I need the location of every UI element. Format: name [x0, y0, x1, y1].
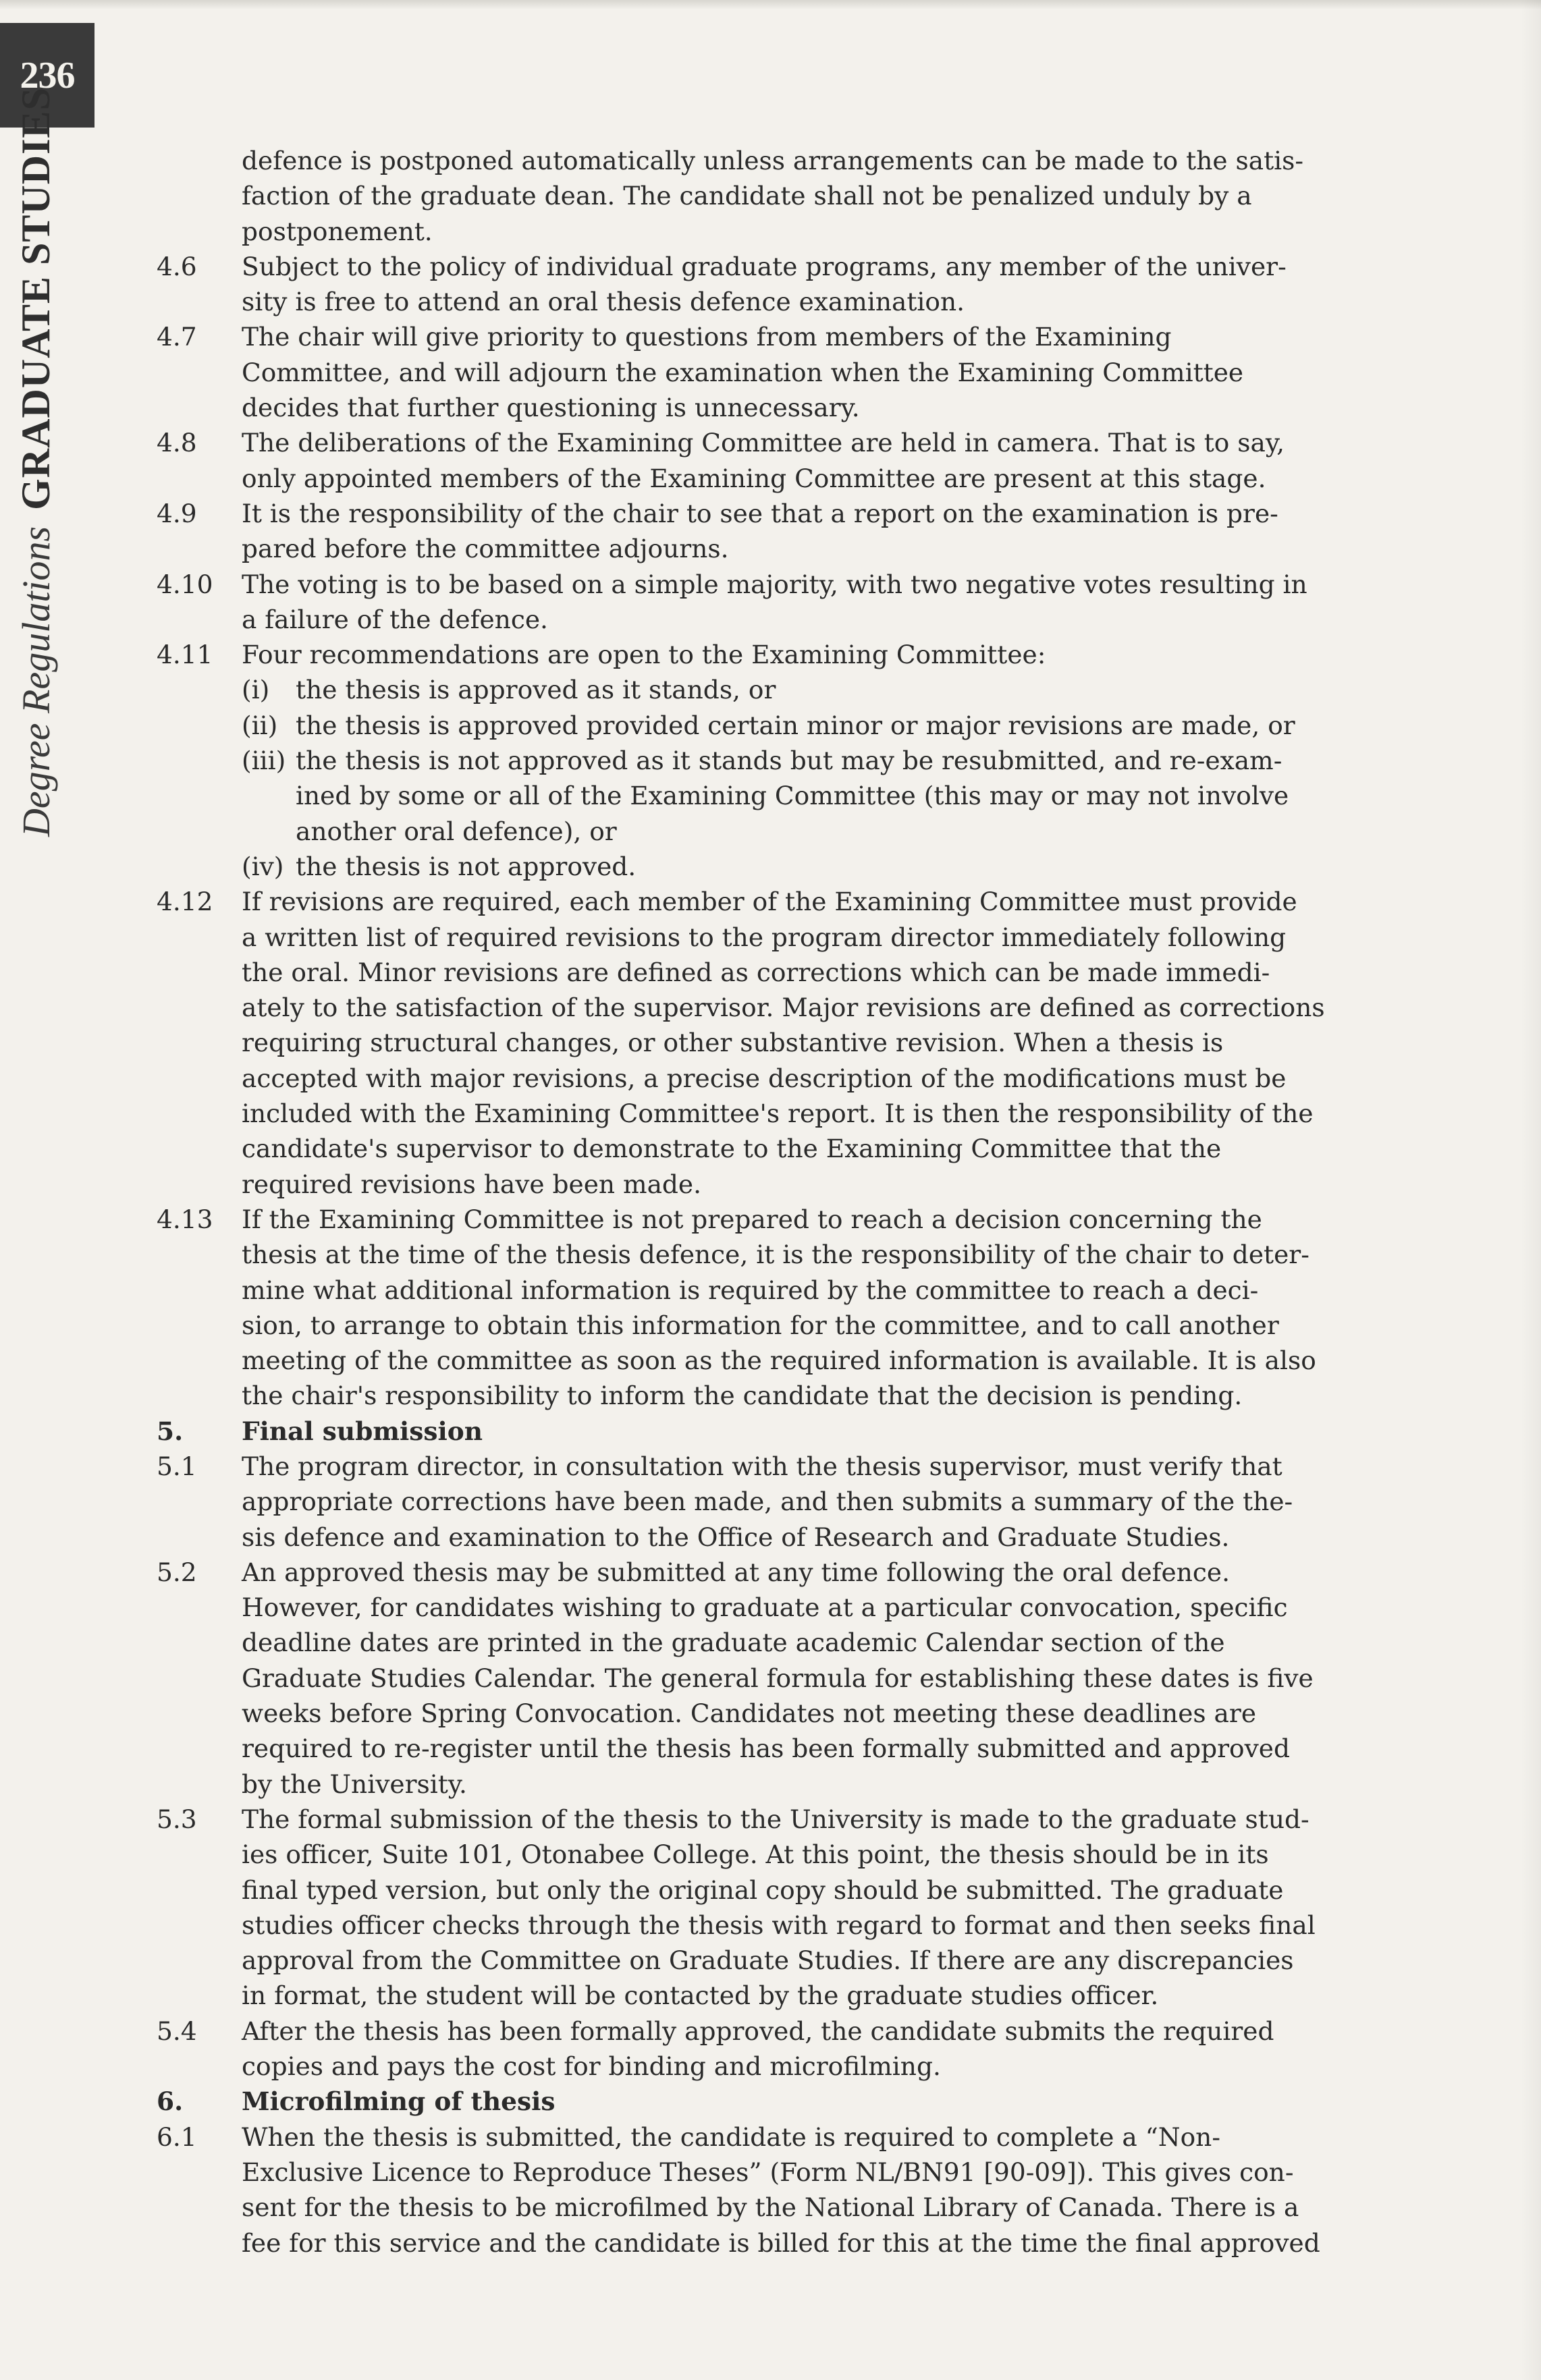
text-line: approval from the Committee on Graduate Studies. If there are any discrepancies [242, 1945, 1294, 1976]
text-line: The chair will give priority to questions from members of the Examining [242, 322, 1172, 352]
text-line: a failure of the defence. [242, 604, 548, 634]
text-line: If the Examining Committee is not prepared to reach a decision concerning the [242, 1204, 1262, 1234]
item-number: 5. [157, 1416, 184, 1446]
text-line: fee for this service and the candidate is billed for this at the time the final approved [242, 2227, 1320, 2258]
item-text [242, 884, 1365, 1202]
text-line: mine what additional information is required by the committee to reach a deci- [242, 1275, 1259, 1305]
item-text [242, 1449, 1365, 1555]
text-line: If revisions are required, each member of the Examining Committee must provide [242, 887, 1297, 917]
text-line: the thesis is not approved as it stands but may be resubmitted, and re-exam- [296, 746, 1282, 776]
text-line: copies and pays the cost for binding and microfilming. [242, 2051, 941, 2082]
text-line: meeting of the committee as soon as the required information is available. It is also [242, 1346, 1316, 1376]
text-line: The program director, in consultation with the thesis supervisor, must verify that [242, 1451, 1282, 1481]
item-number: 5.4 [157, 2016, 197, 2046]
text-line: Exclusive Licence to Reproduce Theses” (Form NL/BN91 [90-09]). This gives con- [242, 2157, 1294, 2187]
document-body [157, 143, 1365, 2261]
text-line: required to re-register until the thesis has been formally submitted and approved [242, 1734, 1290, 1764]
text-line: sis defence and examination to the Office of Research and Graduate Studies. [242, 1522, 1230, 1552]
regulation-item [157, 1802, 1365, 2014]
sub-item-number: (iii) [242, 746, 286, 776]
item-text [242, 567, 1365, 638]
text-line: candidate's supervisor to demonstrate to the Examining Committee that the [242, 1134, 1222, 1164]
regulation-item [157, 1202, 1365, 1414]
sub-item-text [296, 743, 1365, 849]
heading-text [242, 2084, 1365, 2119]
text-line: the thesis is approved as it stands, or [296, 675, 776, 705]
regulation-item [157, 496, 1365, 567]
running-side-header [5, 87, 66, 837]
regulation-item [157, 319, 1365, 425]
text-line: the thesis is approved provided certain minor or major revisions are made, or [296, 710, 1295, 740]
sub-item [242, 672, 1365, 707]
text-line: The voting is to be based on a simple majority, with two negative votes resulting in [242, 569, 1307, 599]
text-line: ately to the satisfaction of the supervisor. Major revisions are defined as corrections [242, 993, 1325, 1023]
text-line: weeks before Spring Convocation. Candidates not meeting these deadlines are [242, 1698, 1257, 1729]
item-text [242, 143, 1365, 249]
item-number: 4.11 [157, 640, 213, 670]
intro-paragraph [157, 143, 1365, 249]
text-line: the chair's responsibility to inform the candidate that the decision is pending. [242, 1381, 1243, 1411]
item-number: 5.2 [157, 1557, 197, 1587]
text-line: by the University. [242, 1769, 467, 1799]
item-number: 4.13 [157, 1204, 213, 1234]
text-line: sent for the thesis to be microfilmed by the National Library of Canada. There is a [242, 2192, 1299, 2223]
regulation-item [157, 425, 1365, 496]
scan-top-edge [0, 0, 1541, 9]
item-number [157, 143, 242, 249]
text-line: Subject to the policy of individual graduate programs, any member of the univer- [242, 251, 1287, 281]
regulation-item [157, 884, 1365, 1202]
text-line: studies officer checks through the thesis with regard to format and then seeks final [242, 1910, 1316, 1940]
item-number: 4.6 [157, 251, 197, 281]
item-text [242, 496, 1365, 567]
text-line: deadline dates are printed in the graduate academic Calendar section of the [242, 1628, 1225, 1658]
regulation-item [157, 1555, 1365, 1802]
item-number: 5.1 [157, 1451, 197, 1481]
sub-item-number: (ii) [242, 710, 278, 740]
text-line: decides that further questioning is unnecessary. [242, 393, 860, 423]
scan-right-edge [1521, 0, 1541, 2380]
item-number: 4.8 [157, 428, 197, 458]
sub-item [242, 743, 1365, 849]
text-line: Final submission [242, 1416, 483, 1446]
text-line: Four recommendations are open to the Examining Committee: [242, 640, 1046, 670]
text-line: defence is postponed automatically unless arrangements can be made to the satis- [242, 146, 1304, 175]
item-number: 4.12 [157, 887, 213, 917]
regulation-item [157, 637, 1365, 884]
regulation-item [157, 249, 1365, 320]
text-line: final typed version, but only the original copy should be submitted. The graduate [242, 1875, 1284, 1905]
text-line: the thesis is not approved. [296, 851, 637, 881]
text-line: faction of the graduate dean. The candidate shall not be penalized unduly by a [242, 181, 1252, 211]
text-line: Microfilming of thesis [242, 2086, 556, 2117]
regulation-item [157, 2120, 1365, 2261]
text-line: a written list of required revisions to the program director immediately following [242, 922, 1287, 952]
text-line: requiring structural changes, or other substantive revision. When a thesis is [242, 1028, 1224, 1058]
sub-item [242, 708, 1365, 743]
text-line: pared before the committee adjourns. [242, 534, 729, 564]
sub-item-number: (iv) [242, 851, 284, 881]
sub-item-text [296, 849, 1365, 884]
side-header-section: GRADUATE STUDIES [13, 87, 58, 510]
text-line: It is the responsibility of the chair to see that a report on the examination is pre- [242, 498, 1278, 528]
sub-item [242, 849, 1365, 884]
item-text [242, 1202, 1365, 1414]
text-line: in format, the student will be contacted by the graduate studies officer. [242, 1981, 1159, 2011]
text-line: sion, to arrange to obtain this information for the committee, and to call another [242, 1310, 1279, 1340]
text-line: thesis at the time of the thesis defence, it is the responsibility of the chair to deter- [242, 1240, 1309, 1270]
text-line: The deliberations of the Examining Committee are held in camera. That is to say, [242, 428, 1285, 458]
item-number: 4.9 [157, 498, 197, 528]
text-line: When the thesis is submitted, the candidate is required to complete a “Non- [242, 2122, 1220, 2152]
section-heading [157, 1414, 1365, 1449]
item-text [242, 249, 1365, 320]
text-line: included with the Examining Committee's report. It is then the responsibility of the [242, 1099, 1314, 1129]
item-text [242, 2120, 1365, 2261]
text-line: the oral. Minor revisions are defined as corrections which can be made immedi- [242, 957, 1270, 987]
item-text [242, 1555, 1365, 1802]
item-text [242, 319, 1365, 425]
text-line: Graduate Studies Calendar. The general formula for establishing these dates is five [242, 1663, 1314, 1693]
sub-item-number: (i) [242, 675, 270, 705]
text-line: After the thesis has been formally approved, the candidate submits the required [242, 2016, 1274, 2046]
text-line: sity is free to attend an oral thesis defence examination. [242, 287, 965, 317]
item-text [242, 637, 1365, 884]
text-line: ies officer, Suite 101, Otonabee College. At this point, the thesis should be in its [242, 1839, 1269, 1870]
item-number: 4.7 [157, 322, 197, 352]
heading-text [242, 1414, 1365, 1449]
text-line: another oral defence), or [296, 816, 617, 846]
item-text [242, 1802, 1365, 2014]
regulation-item [157, 1449, 1365, 1555]
side-header-category: Degree Regulations [13, 526, 58, 837]
regulation-item [157, 567, 1365, 638]
sub-item-text [296, 708, 1365, 743]
text-line: only appointed members of the Examining Committee are present at this stage. [242, 463, 1266, 493]
item-number: 5.3 [157, 1804, 197, 1834]
page-number: 236 [20, 54, 75, 96]
item-text [242, 2014, 1365, 2084]
text-line: However, for candidates wishing to graduate at a particular convocation, specific [242, 1593, 1288, 1623]
text-line: An approved thesis may be submitted at any time following the oral defence. [242, 1557, 1231, 1587]
text-line: required revisions have been made. [242, 1169, 702, 1199]
text-line: ined by some or all of the Examining Committee (this may or may not involve [296, 781, 1289, 811]
section-heading [157, 2084, 1365, 2119]
text-line: postponement. [242, 216, 433, 246]
text-line: Committee, and will adjourn the examination when the Examining Committee [242, 357, 1244, 387]
text-line: appropriate corrections have been made, and then submits a summary of the the- [242, 1487, 1293, 1517]
text-line: accepted with major revisions, a precise description of the modifications must be [242, 1063, 1287, 1093]
regulation-list [157, 249, 1365, 2261]
sub-item-text [296, 672, 1365, 707]
item-number: 6.1 [157, 2122, 197, 2152]
text-line: The formal submission of the thesis to the University is made to the graduate stud- [242, 1804, 1309, 1834]
item-number: 4.10 [157, 569, 213, 599]
regulation-item [157, 2014, 1365, 2084]
item-text [242, 425, 1365, 496]
item-number: 6. [157, 2086, 184, 2117]
